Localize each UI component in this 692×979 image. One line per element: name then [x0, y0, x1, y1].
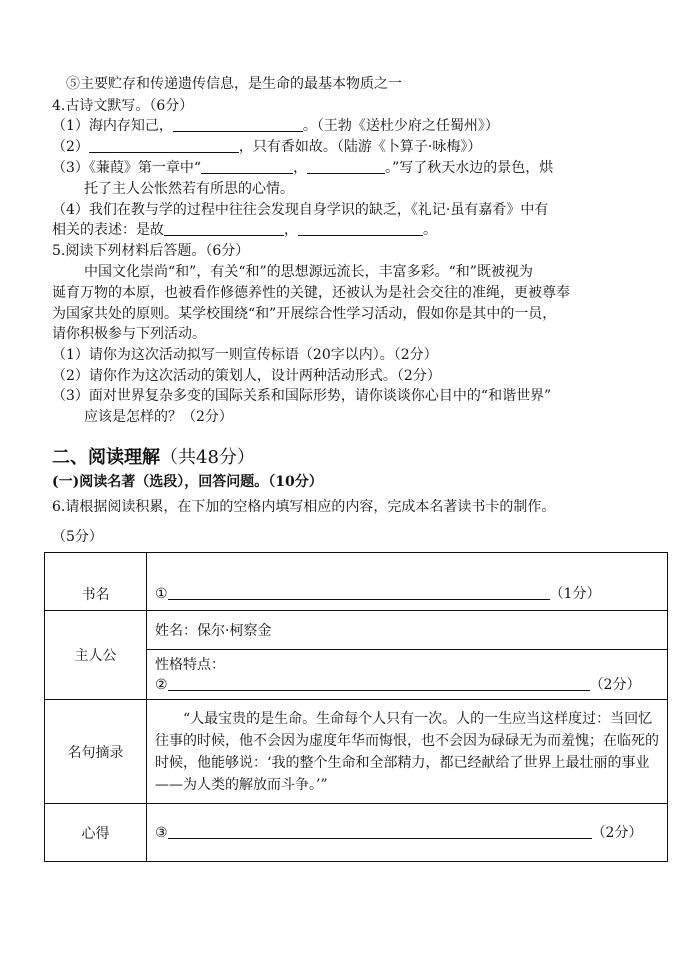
card-row-quote — [45, 700, 668, 804]
q4-4-period: 。 — [423, 222, 437, 238]
q4-4-comma: ， — [284, 222, 298, 238]
section-2-title-score: （共48分） — [160, 447, 255, 468]
q4-2-prefix: （2） — [52, 139, 89, 155]
notes-num: ③ — [155, 824, 168, 841]
q4-line-3 — [52, 158, 553, 178]
quote-text: “人最宝贵的是生命。生命每个人只有一次。人的一生应当这样度过：当回忆往事的时候，他不会因为虚度年华而悔恨，也不会因为碌碌无为而羞愧；在临死的时候，他能够说：‘我的整个生命和全部精力，都已经献给了世界上最壮丽的事业——为人类的解放而斗争。’” — [155, 710, 659, 793]
hero-blank[interactable] — [168, 675, 590, 691]
q6-score: （5分） — [52, 529, 103, 545]
book-num: ① — [155, 586, 168, 602]
q5-para-3: 为国家共处的原则。某学校围绕“和”开展综合性学习活动，假如你是其中的一员， — [52, 306, 557, 322]
answer-blank[interactable] — [173, 116, 303, 132]
q4-3-prefix: （3）《蒹葭》第一章中“ — [52, 160, 202, 176]
hero-score: （2分） — [589, 676, 641, 693]
notes-label: 心得 — [45, 804, 147, 862]
book-blank[interactable] — [168, 584, 550, 600]
q4-line-1 — [52, 116, 499, 136]
notes-blank[interactable] — [168, 823, 592, 839]
hero-num: ② — [155, 676, 168, 693]
subsection-title: (一)阅读名著（选段），回答问题。（10分） — [52, 474, 323, 490]
book-label: 书名 — [45, 553, 147, 611]
answer-blank[interactable] — [201, 158, 293, 174]
q5-sub-1: （1）请你为这次活动拟写一则宣传标语（20字以内）。（2分） — [52, 347, 438, 363]
q5-para-4: 请你积极参与下列活动。 — [52, 326, 206, 342]
section-2-title-main: 二、阅读理解 — [52, 447, 160, 468]
q5-sub-3: （3）面对世界复杂多变的国际关系和国际形势，请你谈谈你心目中的“和谐世界” — [52, 388, 552, 404]
q4-title: 4.古诗文默写。（6分） — [52, 98, 194, 114]
card-row-notes — [45, 804, 668, 862]
q4-line-4-cont — [52, 220, 437, 240]
card-row-book — [45, 553, 668, 611]
item-5: ⑤主要贮存和传递遗传信息，是生命的最基本物质之一 — [66, 76, 402, 92]
hero-name: 姓名：保尔·柯察金 — [147, 611, 668, 650]
q6-title: 6.请根据阅读积累，在下加的空格内填写相应的内容，完成本名著读书卡的制作。 — [52, 499, 556, 515]
q4-line-3-cont: 托了主人公怅然若有所思的心情。 — [84, 181, 294, 197]
answer-blank[interactable] — [307, 158, 385, 174]
notes-cell — [147, 804, 668, 862]
hero-trait-label: 性格特点： — [155, 656, 225, 673]
section-2-title — [52, 446, 255, 470]
q4-2-suffix: ，只有香如故。（陆游《卜算子·咏梅》） — [238, 139, 482, 155]
card-row-hero-name — [45, 611, 668, 650]
q5-title: 5.阅读下列材料后答题。（6分） — [52, 243, 250, 259]
q4-line-4: （4）我们在教与学的过程中往往会发现自身学识的缺乏，《礼记·虽有嘉肴》中有 — [52, 202, 549, 218]
q4-1-prefix: （1）海内存知己， — [52, 118, 173, 134]
q4-3-comma: ， — [293, 160, 308, 176]
q5-para-2: 诞育万物的本原，也被看作修德养性的关键，还被认为是社会交往的准绳，更被尊奉 — [52, 285, 570, 301]
answer-blank[interactable] — [298, 220, 423, 236]
answer-blank[interactable] — [164, 220, 284, 236]
book-cell — [147, 553, 668, 611]
book-score: （1分） — [549, 586, 601, 602]
quote-cell — [147, 700, 668, 804]
quote-label: 名句摘录 — [45, 700, 147, 804]
notes-score: （2分） — [591, 824, 643, 841]
q4-3-suffix: 。”写了秋天水边的景色，烘 — [385, 160, 554, 176]
reading-card-table — [44, 552, 668, 862]
q5-para-1: 中国文化崇尚“和”，有关“和”的思想源远流长，丰富多彩。“和”既被视为 — [84, 264, 533, 280]
answer-blank[interactable] — [89, 137, 239, 153]
q5-sub-2: （2）请你作为这次活动的策划人，设计两种活动形式。（2分） — [52, 368, 441, 384]
q5-sub-3-cont: 应该是怎样的？（2分） — [84, 409, 233, 425]
hero-trait-cell — [147, 650, 668, 700]
hero-label: 主人公 — [45, 611, 147, 700]
q4-line-2 — [52, 137, 481, 157]
q4-1-suffix: 。（王勃《送杜少府之任蜀州》） — [302, 118, 499, 134]
q4-4-prefix: 相关的表述：是故 — [52, 222, 164, 238]
